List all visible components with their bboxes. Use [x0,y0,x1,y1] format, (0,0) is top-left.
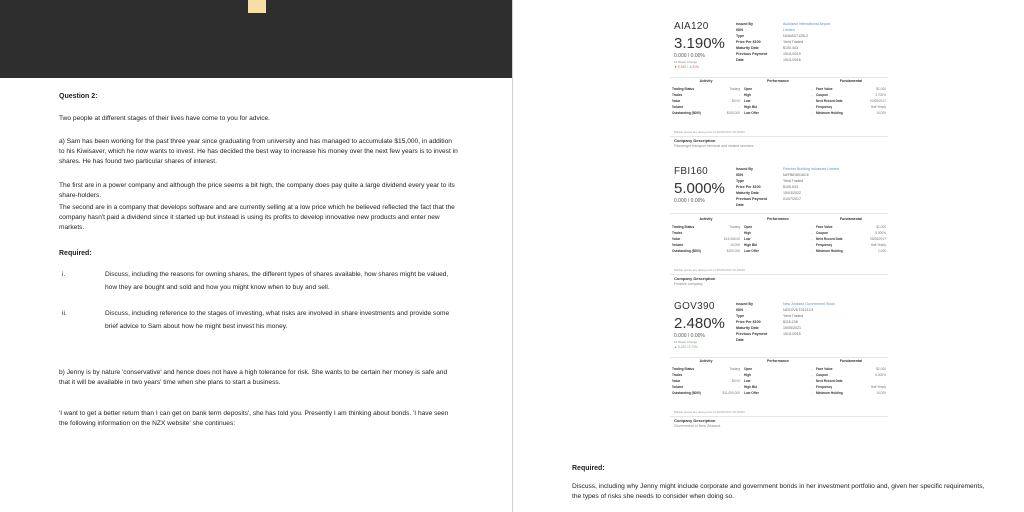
stat-value: - [810,391,812,395]
bond-card-gov390 [670,298,888,428]
meta-value: 15/03/2022 [783,191,801,195]
stat-value: - [738,93,740,97]
stat-label: Trades [672,231,683,235]
stat-row [672,248,740,254]
stat-row [816,248,886,254]
stat-value: - [810,385,812,389]
stat-label: Outstanding ($000) [672,111,701,115]
stat-label: Open [744,225,753,229]
meta-value: 15/05/2021 [783,326,801,330]
stat-label: Trades [672,93,683,97]
stat-value: - [810,105,812,109]
stat-label: Minimum Holding [816,391,843,395]
stat-label: Outstanding ($000) [672,391,701,395]
stat-label: High Bid [744,105,758,109]
stat-label: Face Value [816,225,833,229]
stat-value: - [810,373,812,377]
stat-value: 6.000% [875,373,886,377]
stat-value: - [810,87,812,91]
meta-label: Issued By [736,302,753,306]
stat-label: Next Record Date [816,379,843,383]
meta-label: ISIN [736,173,743,177]
stat-label: Volume [672,243,684,247]
section-title: Performance [767,217,789,221]
stat-value: Trading [729,87,740,91]
performance-section [744,359,812,409]
stat-label: Low [744,379,751,383]
meta-label: ISIN [736,28,743,32]
meta-label: Previous Payment [736,52,768,56]
stat-row [744,110,812,116]
stat-value: Trading [729,367,740,371]
bond-card-fbi160 [670,163,888,293]
stat-label: Face Value [816,367,833,371]
stat-value: - [810,99,812,103]
stat-value: 3.700% [875,93,886,97]
stat-label: Value [672,379,681,383]
meta-label: Price Per $100 [736,320,761,324]
fundamental-section [816,217,886,267]
stat-row [672,110,740,116]
stat-label: Low [744,99,751,103]
stat-value: 5.000% [875,231,886,235]
stat-row [816,110,886,116]
stat-value: $0.00 [732,99,740,103]
card-divider [670,416,888,417]
stat-row [744,390,812,396]
stat-label: Open [744,367,753,371]
stat-value: - [810,111,812,115]
stat-value: 2,000 [878,249,886,253]
meta-label: Date [736,338,744,342]
section-title: Fundamental [839,217,863,221]
issuer-link[interactable]: New Zealand Government Stock [783,302,835,306]
performance-section [744,217,812,267]
stat-label: Minimum Holding [816,249,843,253]
bond-code: GOV390 [674,301,715,312]
bond-change: 0.000 / 0.00% [674,198,705,204]
company-description: Government of New Zealand. [674,424,721,428]
company-description-title: Company Description [674,418,716,423]
company-description: Passenger transport terminal and related services. [674,144,755,148]
stat-value: Half Yearly [870,385,886,389]
fundamental-section [816,79,886,129]
stat-value: 05/08/2017 [870,237,886,241]
section-title: Activity [699,359,713,363]
required-label: Required: [59,250,92,257]
card-divider [670,77,888,78]
meta-label: Maturity Date [736,326,759,330]
card-divider [670,136,888,137]
meta-value: $105.633 [783,185,798,189]
stat-label: Minimum Holding [816,111,843,115]
stat-label: Volume [672,385,684,389]
part-a-paragraph-3: The second are in a company that develops software and are currently selling at a low price which he believed reflected the fact that the company hasn't paid a dividend since it started up but instead is using its profits to develop innovative new products and enter new markets. [59,204,455,231]
required-item-number: ii. [62,310,67,317]
part-b-paragraph: b) Jenny is by nature 'conservative' and hence does not have a high tolerance for risk. She wants to be certain her money is safe and that it will be available in two years' time when she plans to start a business. [59,369,448,386]
delay-footnote: Market prices are delayed as of 30/07/2017 09:33AM [674,410,745,414]
stat-value: - [810,367,812,371]
stat-label: Coupon [816,231,829,235]
stat-value: $1.000 [876,367,886,371]
issuer-link[interactable]: Fletcher Building Industries Limited [783,167,839,171]
stat-value: - [810,237,812,241]
stat-label: Open [744,87,753,91]
bond-trend: ▼ 0.010 / -0.31% [674,65,699,69]
bond-trend: ▲ 0.220 / 9.73% [674,345,698,349]
bond-meta-labels [736,301,782,343]
bond-meta-labels [736,21,782,63]
question-title: Question 2: [59,93,98,100]
stat-value: $100,000 [726,249,740,253]
question-intro: Two people at different stages of their lives have come to you for advice. [59,115,270,122]
stat-value: 10,000 [876,391,886,395]
section-title: Performance [767,359,789,363]
bond-rate: 5.000% [674,180,725,197]
meta-label: Type [736,179,745,183]
delay-footnote: Market prices are delayed as of 30/07/2017 09:33AM [674,268,745,272]
meta-label: Issued By [736,167,753,171]
bond-code: AIA120 [674,21,709,32]
stat-label: Next Record Date [816,99,843,103]
required-item-text: Discuss, including the reasons for owning shares, the different types of shares available, how shares might be valued, how they are bought and sold and how you might know when to buy and sell. [105,271,449,291]
performance-section [744,79,812,129]
stat-label: Next Record Date [816,237,843,241]
stat-label: Value [672,237,681,241]
issuer-link[interactable]: Auckland International Airport [783,22,830,26]
section-title: Fundamental [839,359,863,363]
delay-footnote: Market prices are delayed as of 30/07/2017 09:33AM [674,130,745,134]
meta-label: Issued By [736,22,753,26]
bond-change: 0.000 / 0.00% [674,53,705,59]
stat-value: - [738,373,740,377]
meta-value: 01/07/2017 [783,197,801,201]
meta-label: Date [736,203,744,207]
bond-meta-values [783,301,885,337]
stat-label: High [744,373,752,377]
stat-label: High Bid [744,385,758,389]
bond-code: FBI160 [674,166,709,177]
stat-value: - [810,93,812,97]
meta-value: $100.443 [783,46,798,50]
stat-value: $100,000 [726,111,740,115]
issuer-link[interactable]: Limited [783,28,795,32]
stat-value: - [738,231,740,235]
part-a-paragraph-1: a) Sam has been working for the past three year since graduating from university and has managed to accumulate $15,000, in addition to his Kiwisaver, which he now wants to invest. He has decided the best way to increase his money over the next few years is to invest in shares. He has found two particular shares of interest. [59,138,458,165]
stat-value: 10,000 [876,111,886,115]
bond-meta-values [783,166,885,202]
section-title: Performance [767,79,789,83]
company-description-title: Company Description [674,138,716,143]
stat-value: $11,000,000 [722,391,740,395]
meta-label: Previous Payment [736,332,768,336]
stat-label: Low [744,237,751,241]
card-divider [670,357,888,358]
section-title: Fundamental [839,79,863,83]
meta-label: Price Per $100 [736,40,761,44]
required-item-number: i. [62,271,66,278]
stat-label: Coupon [816,373,829,377]
stat-label: High Bid [744,243,758,247]
bond-rate: 3.190% [674,35,725,52]
required-item-text: Discuss, including reference to the stages of investing, what risks are involved in share investments and provide some brief advice to Sam about how he might best invest his money. [105,310,450,330]
stat-label: Value [672,99,681,103]
card-divider [670,213,888,214]
stat-value: - [810,225,812,229]
stat-label: Trading Status [672,367,695,371]
meta-label: Previous Payment [736,197,768,201]
card-divider [670,274,888,275]
stat-value: - [810,243,812,247]
meta-label: Maturity Date [736,191,759,195]
stat-label: Volume [672,105,684,109]
bond-change-caption: 52 Week Change [674,60,698,64]
stat-label: High [744,93,752,97]
activity-section [672,217,740,267]
right-required-label: Required: [572,465,605,472]
bond-change-caption: 52 Week Change [674,340,698,344]
activity-section [672,79,740,129]
stat-label: Frequency [816,385,833,389]
meta-value: Yield Traded [783,314,804,318]
bookmark-tab[interactable] [248,0,266,13]
meta-label: Maturity Date [736,46,759,50]
stat-label: Frequency [816,105,833,109]
stat-value: 15,000 [730,243,740,247]
stat-row [672,390,740,396]
meta-value: $116.238 [783,320,798,324]
company-description: Finance company. [674,282,704,286]
meta-label: Price Per $100 [736,185,761,189]
part-b-quote: 'I want to get a better return than I can get on bank term deposits', she has told you. Presently I am thinking about bonds. 'I have seen the following information on the NZX website' she continues: [59,410,449,427]
meta-value: Yield Traded [783,179,804,183]
meta-label: Type [736,34,745,38]
stat-label: Coupon [816,93,829,97]
meta-label: Date [736,58,744,62]
stat-row [816,390,886,396]
stat-value: Half Yearly [870,243,886,247]
meta-value: NZFBID6016C6 [783,173,809,177]
stat-label: Low Offer [744,111,759,115]
meta-value: NZAIAD7120L2 [783,34,809,38]
bond-meta-labels [736,166,782,208]
stat-value: - [738,385,740,389]
stat-label: Trades [672,373,683,377]
stat-value: 02/08/2017 [870,99,886,103]
right-page [512,0,1024,512]
bond-rate: 2.480% [674,315,725,332]
stat-label: Trading Status [672,225,695,229]
stat-value: $1.000 [876,87,886,91]
meta-value: NZGOVDT0121C3 [783,308,814,312]
meta-value: 15/11/2016 [783,332,801,336]
bond-change: 0.000 / 0.00% [674,333,705,339]
stat-value: - [810,231,812,235]
bond-card-aia120 [670,18,888,148]
meta-value: Yield Traded [783,40,804,44]
stat-value: Trading [729,225,740,229]
bond-meta-values [783,21,885,63]
stat-value: - [810,249,812,253]
stat-label: Outstanding ($000) [672,249,701,253]
meta-label: ISIN [736,308,743,312]
meta-label: Type [736,314,745,318]
right-required-text: Discuss, including why Jenny might include corporate and government bonds in her investment portfolio and, given her specific requirements, the types of risks she needs to consider when doing so. [572,483,985,500]
stat-label: Face Value [816,87,833,91]
stat-value: $0.00 [732,379,740,383]
stat-value: - [738,105,740,109]
company-description-title: Company Description [674,276,716,281]
meta-value: 15/11/2016 [783,58,801,62]
fundamental-section [816,359,886,409]
stat-label: Frequency [816,243,833,247]
section-title: Activity [699,79,713,83]
stat-label: Low Offer [744,249,759,253]
section-title: Activity [699,217,713,221]
stat-label: Low Offer [744,391,759,395]
stat-row [744,248,812,254]
stat-value: Half Yearly [870,105,886,109]
stat-value: - [810,379,812,383]
stat-value: $15,346.00 [724,237,740,241]
meta-value: 15/11/2019 [783,52,801,56]
stat-value: $1.000 [876,225,886,229]
activity-section [672,359,740,409]
stat-label: High [744,231,752,235]
part-a-paragraph-2: The first are in a power company and although the price seems a bit high, the company does pay quite a large dividend every year to its share-holders. [59,182,455,199]
stat-label: Trading Status [672,87,695,91]
